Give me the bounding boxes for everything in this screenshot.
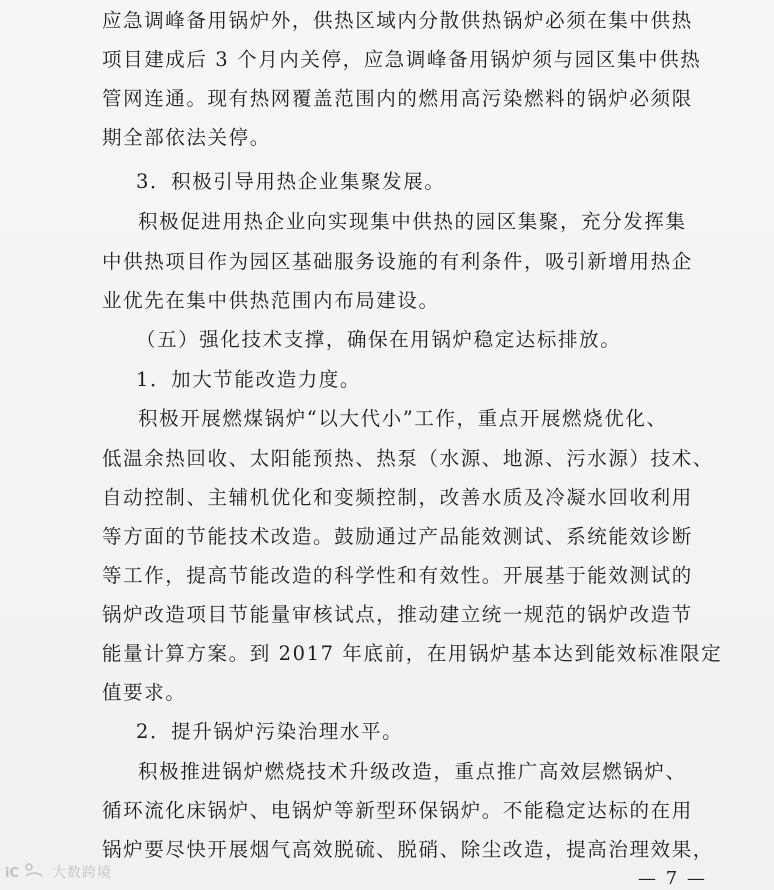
text-line-6: 积极促进用热企业向实现集中供热的园区集聚，充分发挥集 (138, 210, 687, 233)
text-line-11: 积极开展燃煤锅炉“以大代小”工作，重点开展燃烧优化、 (138, 407, 668, 430)
text-line-4: 期全部依法关停。 (102, 126, 271, 149)
text-line-22: 锅炉要尽快开展烟气高效脱硫、脱硝、除尘改造，提高治理效果， (102, 838, 714, 861)
brand-logo-icon (4, 862, 48, 882)
section-heading-3: 3．积极引导用热企业集聚发展。 (136, 170, 446, 193)
section-heading-2: 2．提升锅炉污染治理水平。 (136, 720, 404, 743)
text-line-14: 等方面的节能技术改造。鼓励通过产品能效测试、系统能效诊断 (102, 525, 693, 548)
text-line-20: 积极推进锅炉燃烧技术升级改造，重点推广高效层燃锅炉、 (138, 760, 687, 783)
watermark (4, 862, 112, 882)
text-line-12: 低温余热回收、太阳能预热、热泵（水源、地源、污水源）技术、 (102, 447, 714, 470)
text-line-2: 项目建成后 3 个月内关停，应急调峰备用锅炉须与园区集中供热 (102, 48, 702, 71)
text-line-8: 业优先在集中供热范围内布局建设。 (102, 289, 440, 312)
text-line-1: 应急调峰备用锅炉外，供热区域内分散供热锅炉必须在集中供热 (102, 9, 693, 32)
svg-text:iC: iC (5, 866, 19, 881)
text-line-17: 能量计算方案。到 2017 年底前，在用锅炉基本达到能效标准限定 (102, 642, 723, 665)
page-number: — 7 — (638, 868, 707, 889)
section-heading-5: （五）强化技术支撑，确保在用锅炉稳定达标排放。 (136, 328, 622, 351)
watermark-text: 大数跨境 (52, 865, 112, 881)
text-line-13: 自动控制、主辅机优化和变频控制，改善水质及冷凝水回收利用 (102, 486, 693, 509)
text-line-7: 中供热项目作为园区基础服务设施的有利条件，吸引新增用热企 (102, 250, 693, 273)
text-line-16: 锅炉改造项目节能量审核试点，推动建立统一规范的锅炉改造节 (102, 603, 693, 626)
section-heading-1: 1．加大节能改造力度。 (136, 368, 362, 391)
text-line-18: 值要求。 (102, 681, 187, 704)
text-line-15: 等工作，提高节能改造的科学性和有效性。开展基于能效测试的 (102, 564, 693, 587)
text-line-3: 管网连通。现有热网覆盖范围内的燃用高污染燃料的锅炉必须限 (102, 87, 693, 110)
text-line-21: 循环流化床锅炉、电锅炉等新型环保锅炉。不能稳定达标的在用 (102, 799, 693, 822)
